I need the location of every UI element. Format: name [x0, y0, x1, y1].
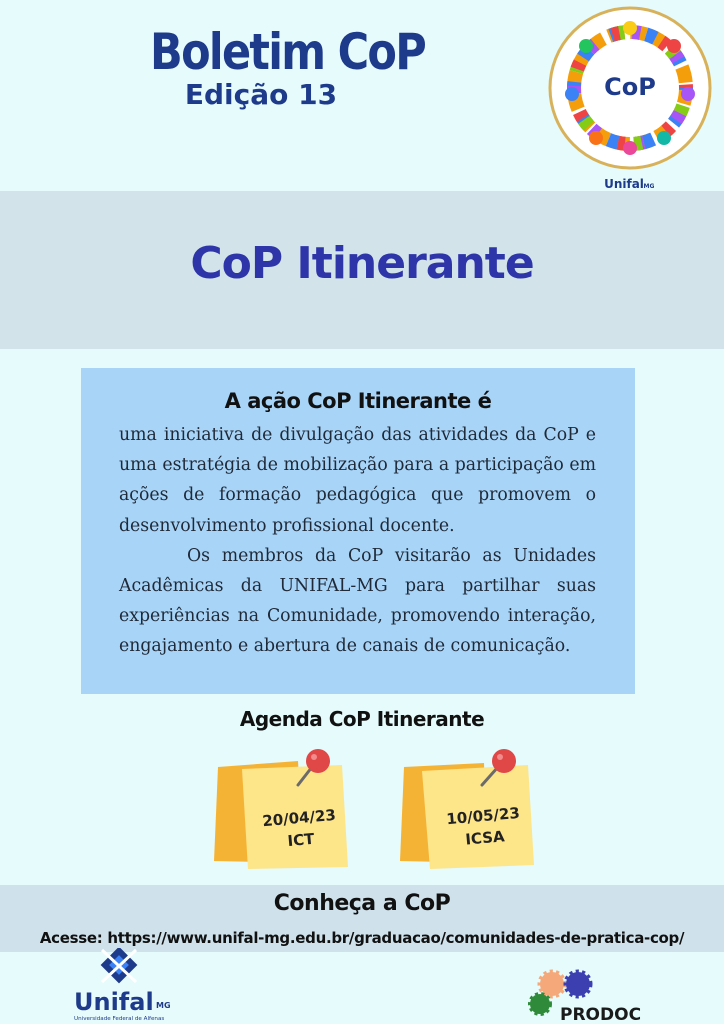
page-title: Boletim CoP — [150, 23, 426, 81]
agenda-note-2 — [400, 745, 540, 865]
agenda-unit-1: ICT — [286, 829, 316, 851]
prodoc-label: PRODOC — [560, 1005, 642, 1024]
agenda-date-2: 10/05/23 — [445, 803, 521, 829]
info-paragraph-1: uma iniciativa de divulgação das atividades da CoP e uma estratégia de mobilização para a participação em ações de formação pedagógica que promovem o desenvolvimento profissional docente. — [119, 425, 596, 536]
cop-logo — [546, 6, 718, 192]
unifal-label: Unifal — [74, 988, 154, 1016]
unifal-caption: Universidade Federal de Alfenas — [74, 1016, 165, 1022]
cop-logo-text: CoP — [604, 73, 656, 101]
unifal-small-label: Unifal — [604, 177, 644, 191]
footer-title: Conheça a CoP — [273, 891, 451, 916]
header-title-block — [132, 22, 426, 111]
unifal-tag: MG — [156, 1001, 171, 1010]
unifal-small-tag: MG — [643, 183, 655, 190]
info-paragraph-2: Os membros da CoP visitarão as Unidades Acadêmicas da UNIFAL-MG para partilhar suas experiências na Comunidade, promovendo interação, engajamento e abertura de canais de comunicação. — [119, 545, 596, 657]
edition-label: Edição 13 — [184, 78, 338, 111]
agenda-note-1 — [212, 745, 352, 865]
unifal-logo — [72, 948, 172, 1022]
banner-title: CoP Itinerante — [190, 238, 534, 289]
agenda-date-1: 20/04/23 — [261, 805, 337, 831]
info-text — [119, 420, 596, 662]
info-heading: A ação CoP Itinerante é — [224, 389, 492, 413]
footer-link[interactable]: Acesse: https://www.unifal-mg.edu.br/graduacao/comunidades-de-pratica-cop/ — [39, 929, 685, 947]
unifal-emblem-icon — [101, 948, 138, 983]
prodoc-logo — [528, 968, 658, 1024]
agenda-unit-2: ICSA — [464, 827, 506, 849]
agenda-title: Agenda CoP Itinerante — [239, 707, 485, 731]
